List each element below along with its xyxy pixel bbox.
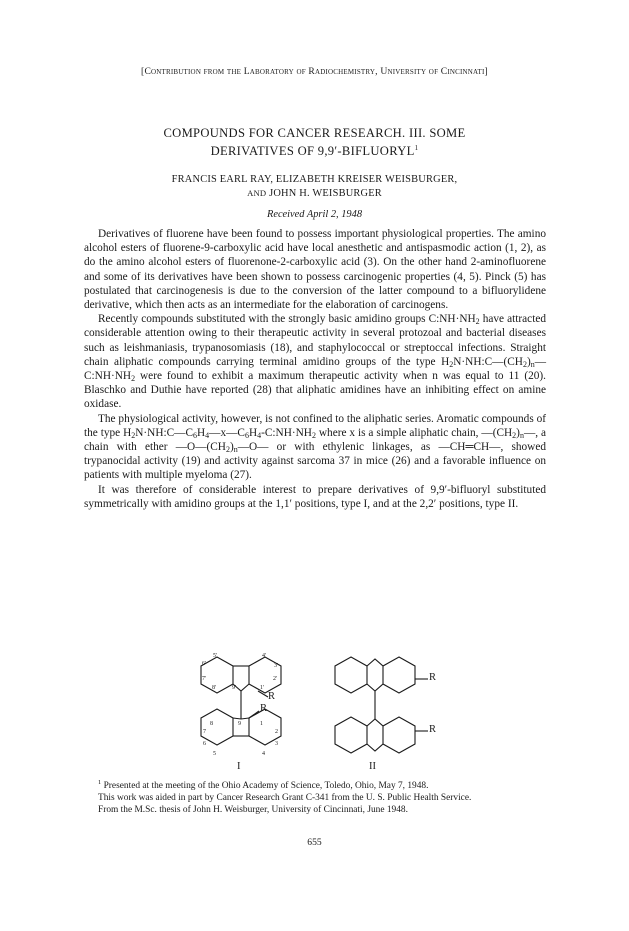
position-number: 5′ bbox=[213, 653, 218, 659]
position-number: 1 bbox=[260, 721, 263, 727]
subscript: 2 bbox=[475, 317, 480, 327]
contribution-header: [Contribution from the Laboratory of Radiochemistry, University of Cincinnati] bbox=[141, 66, 488, 77]
position-number: 7′ bbox=[202, 676, 207, 682]
position-number: 7 bbox=[203, 729, 206, 735]
paragraph-3 bbox=[84, 412, 546, 483]
footnotes bbox=[84, 777, 546, 816]
p2-part-f: were found to exhibit a maximum therapeutic activity when n was equal to 11 (20). Blaschko and Duthie have reported (28) that aliphatic amidines have an inhibiting effect on amine oxidase. bbox=[84, 370, 546, 411]
subscript: n bbox=[530, 359, 535, 369]
subscript: 6 bbox=[193, 430, 197, 440]
ring-lower-left bbox=[335, 717, 367, 753]
p3-part-k: —O— or with ethylenic linkages, as —CH═CH—, showed trypanocidal activity (19) and activity against sarcoma 37 in mice (26) and a favorable influence on patients with multiple myeloma (27). bbox=[84, 441, 546, 482]
p3-part-i: —, a chain with ether —O—(CH bbox=[84, 426, 546, 454]
structure-figure bbox=[180, 651, 450, 776]
p3-part-b: N·NH:C—C bbox=[135, 426, 193, 439]
position-number: 2 bbox=[275, 729, 278, 735]
position-number: 8′ bbox=[212, 685, 217, 691]
ring-lower-five bbox=[367, 744, 383, 751]
p3-part-c: H bbox=[197, 426, 206, 439]
title-line-2-text: DERIVATIVES OF 9,9′-BIFLUORYL bbox=[210, 144, 415, 159]
position-number: 4′ bbox=[262, 653, 267, 659]
title-line-2 bbox=[0, 141, 629, 159]
subscript: 2 bbox=[225, 445, 230, 455]
article-body bbox=[84, 227, 546, 511]
position-number: 9 bbox=[238, 721, 241, 727]
substituent-bond-lower bbox=[249, 711, 259, 718]
ring-lower-five-top bbox=[367, 719, 383, 726]
paragraph-1: Derivatives of fluorene have been found to possess important physiological properties. The amino alcohol esters of fluorene-9-carboxylic acid have local anesthetic and antispasmodic action (1, 2), as do the amino alcohol esters of fluorenone-2-carboxylic acid (3). On the other hand 2-aminofluorene and some of its derivatives have been shown to possess carcinogenic properties (4, 5). Pinck (5) has postulated that carcinogenesis is due to the conversion of the latter compound to a bifluorylidene derivative, which then acts as an intermediate for the elaboration of carcinogens. bbox=[84, 228, 546, 312]
p2-part-b: have attracted considerable attention owing to their therapeutic activity in several protozoal and bacterial diseases such as leishmaniasis, trypanosomiasis (18), and staphylococcal or streptoccal infections. Straight chain aliphatic compounds carrying terminal amidino groups of the type H bbox=[84, 313, 546, 368]
p3-part-h: ) bbox=[516, 426, 520, 439]
author-list bbox=[0, 173, 629, 200]
subscript: 2 bbox=[311, 430, 316, 440]
position-number: 6′ bbox=[202, 661, 207, 667]
p3-part-j: ) bbox=[229, 441, 234, 454]
structure-2-label: II bbox=[369, 761, 376, 772]
title-footnote-mark: 1 bbox=[414, 144, 419, 152]
paragraph-4: It was therefore of considerable interest to prepare derivatives of 9,9′-bifluoryl substituted symmetrically with amidino groups at the 1,1′ positions, type I, and at the 2,2′ positions, type II. bbox=[84, 483, 546, 510]
subscript: n bbox=[519, 430, 524, 440]
position-number: 4 bbox=[262, 751, 265, 757]
subscript: n bbox=[233, 445, 238, 455]
footnote-2: This work was aided in part by Cancer Research Grant C-341 from the U. S. Public Health Service. bbox=[98, 793, 472, 804]
ring-lower-right bbox=[383, 717, 415, 753]
p3-part-e: H bbox=[248, 426, 258, 439]
position-number: 1′ bbox=[260, 685, 265, 691]
p3-part-d: —x—C bbox=[209, 426, 245, 439]
footnote-3: From the M.Sc. thesis of John H. Weisburger, University of Cincinnati, June 1948. bbox=[98, 805, 408, 816]
article-title bbox=[0, 126, 629, 159]
position-number: 3 bbox=[275, 741, 278, 747]
ring-upper-right bbox=[383, 657, 415, 693]
page-number: 655 bbox=[307, 837, 322, 848]
footnote-1 bbox=[84, 777, 546, 792]
structure-1-label: I bbox=[237, 761, 241, 772]
authors-line-2 bbox=[0, 187, 629, 201]
p2-part-e: —C:NH·NH bbox=[84, 355, 546, 383]
structure-1-substituent-lower: R bbox=[260, 703, 268, 714]
ring-lower-left bbox=[201, 709, 233, 745]
position-number: 9′ bbox=[232, 685, 237, 691]
received-date: Received April 2, 1948 bbox=[266, 209, 363, 220]
structure-2 bbox=[335, 657, 428, 753]
ring-upper-left bbox=[335, 657, 367, 693]
position-number: 8 bbox=[210, 721, 213, 727]
p3-part-a: The physiological activity, however, is not confined to the aliphatic series. Aromatic compounds of the type H bbox=[84, 412, 546, 439]
subscript: 2 bbox=[522, 359, 527, 369]
p3-part-f: -C:NH·NH bbox=[261, 426, 312, 439]
position-number: 6 bbox=[203, 741, 206, 747]
subscript: 4 bbox=[205, 430, 210, 440]
subscript: 2 bbox=[131, 430, 136, 440]
p2-part-d: ) bbox=[526, 355, 531, 368]
title-line-1: COMPOUNDS FOR CANCER RESEARCH. III. SOME bbox=[163, 126, 466, 140]
subscript: 4 bbox=[257, 430, 262, 440]
ring-upper-five-bottom bbox=[367, 684, 383, 691]
authors-and: AND bbox=[247, 187, 267, 198]
structure-2-substituent-lower: R bbox=[429, 724, 437, 735]
subscript: 2 bbox=[131, 374, 136, 384]
structure-diagram bbox=[180, 651, 450, 776]
subscript: 2 bbox=[512, 430, 517, 440]
p2-part-a: Recently compounds substituted with the strongly basic amidino groups C:NH·NH bbox=[98, 313, 476, 326]
ring-upper-five bbox=[367, 659, 383, 666]
authors-line-2-text: JOHN H. WEISBURGER bbox=[269, 187, 382, 199]
paragraph-2 bbox=[84, 312, 546, 411]
subscript: 6 bbox=[244, 430, 249, 440]
structure-1-substituent-upper: R bbox=[268, 691, 276, 702]
position-number: 3′ bbox=[274, 663, 279, 669]
position-number: 5 bbox=[213, 751, 216, 757]
authors-line-1: FRANCIS EARL RAY, ELIZABETH KREISER WEISBURGER, bbox=[171, 174, 458, 185]
p3-part-g: where x is a simple aliphatic chain, —(CH bbox=[315, 426, 513, 439]
subscript: 2 bbox=[449, 359, 454, 369]
position-number: 2′ bbox=[273, 676, 278, 682]
footnote-1-text: Presented at the meeting of the Ohio Academy of Science, Toledo, Ohio, May 7, 1948. bbox=[101, 781, 429, 792]
p2-part-c: N·NH:C—(CH bbox=[453, 355, 523, 368]
structure-2-substituent-upper: R bbox=[429, 672, 437, 683]
footnote-1-mark: 1 bbox=[98, 779, 102, 786]
